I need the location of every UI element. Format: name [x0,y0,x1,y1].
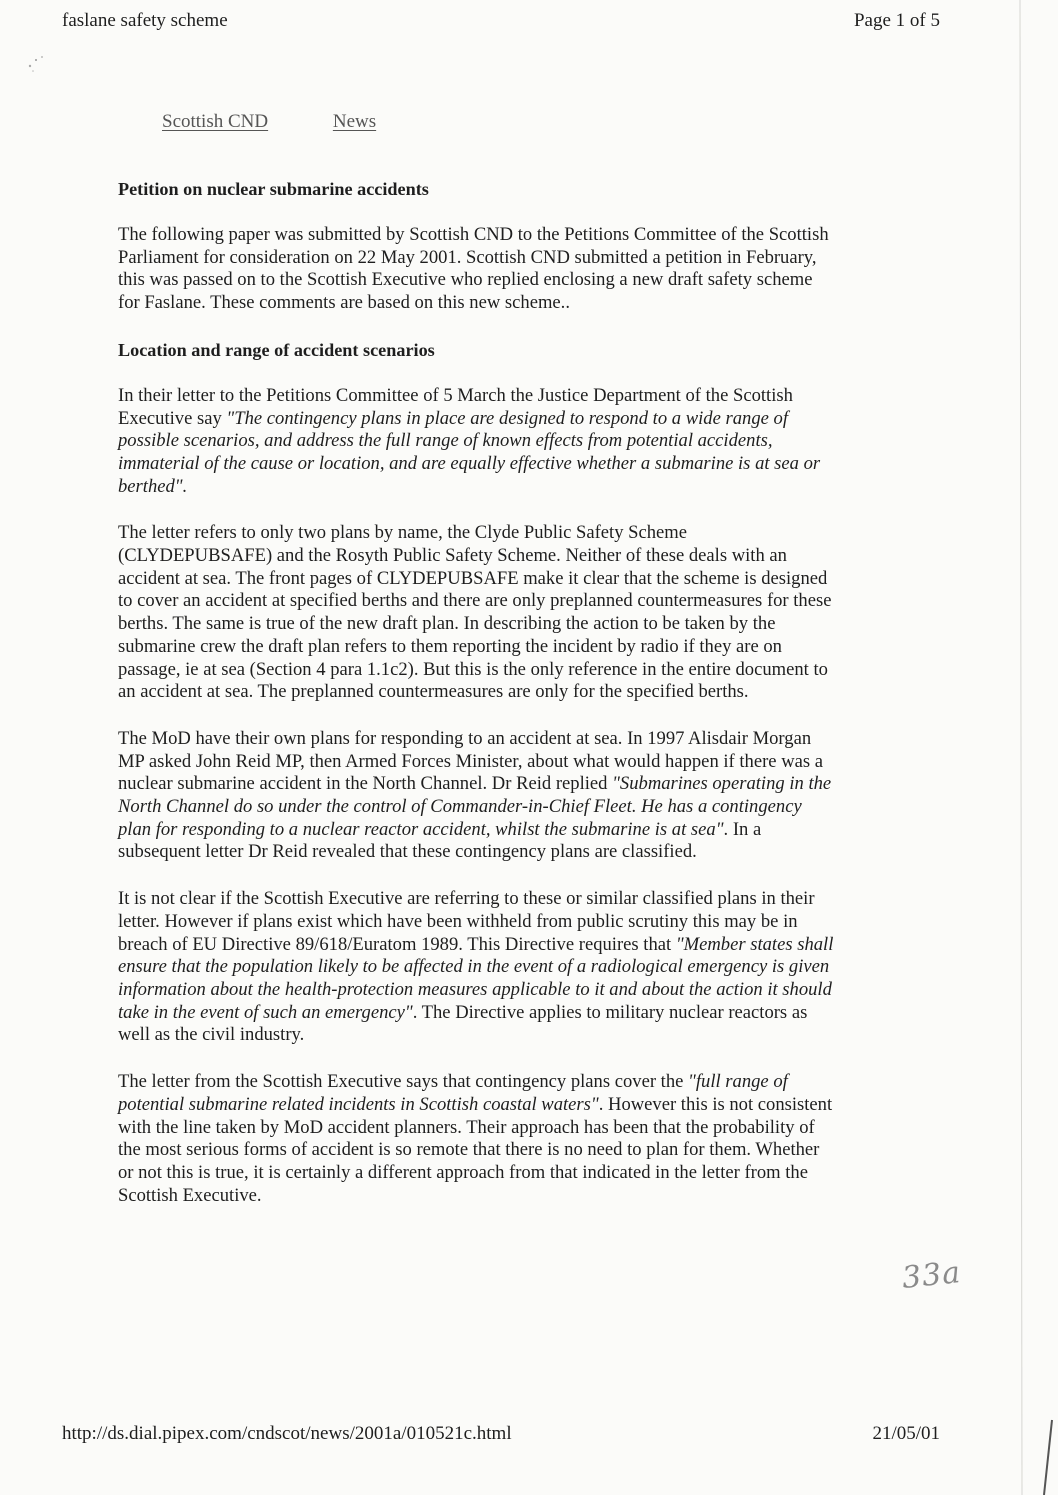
paragraph-justice-letter [118,385,838,499]
document-title: faslane safety scheme [62,10,228,31]
news-link[interactable]: News [332,111,377,132]
handwritten-annotation: 33a [900,1255,963,1296]
source-url: http://ds.dial.pipex.com/cndscot/news/2001a/010521c.html [62,1423,512,1444]
page-number: Page 1 of 5 [853,10,940,31]
paragraph-mod-plans [118,728,838,864]
quote-text: "Submarines operating in the North Channel do so under the control of Commander-in-Chief Fleet. He has a contingency plan for responding to a nuclear reactor accident, whilst the submarine is at sea" [118,773,832,840]
intro-paragraph: The following paper was submitted by Scottish CND to the Petitions Committee of the Scottish Parliament for consideration on 22 May 2001. Scottish CND submitted a petition in February, this was passed on to the Scottish Executive who replied enclosing a new draft safety scheme for Faslane. These comments are based on this new scheme.. [118,224,829,314]
paragraph-text: The letter from the Scottish Executive says that contingency plans cover the [118,1071,689,1093]
scottish-cnd-link[interactable]: Scottish CND [162,111,269,132]
print-date: 21/05/01 [872,1423,940,1444]
breadcrumb-nav [162,111,436,133]
section-heading: Location and range of accident scenarios [118,339,435,360]
article-body [118,178,838,1231]
quote-text: "full range of potential submarine related incidents in Scottish coastal waters" [118,1071,788,1115]
quote-text: "The contingency plans in place are designed to respond to a wide range of possible scenarios, and address the full range of known effects from potential accidents, immaterial of the cause or location, and are equally effective whether a submarine is at sea or berthed". [118,407,821,497]
paragraph-text: It is not clear if the Scottish Executive are referring to these or similar classified plans in their letter. However if plans exist which have been withheld from public scrutiny this may be in breach of EU Directive 89/618/Euratom 1989. This Directive requires that [118,888,815,955]
paragraph-text: . The Directive applies to military nuclear reactors as well as the civil industry. [118,1001,808,1046]
scan-artifact [22,52,52,76]
article-heading: Petition on nuclear submarine accidents [118,179,429,199]
paragraph-eu-directive [118,888,838,1047]
paragraph-text: The MoD have their own plans for responding to an accident at sea. In 1997 Alisdair Morgan MP asked John Reid MP, then Armed Forces Minister, about what would happen if there was a nuclear submarine accident in the North Channel. Dr Reid replied [118,727,824,795]
scan-edge-shadow [1000,0,1058,1495]
paragraph-text: . In a subsequent letter Dr Reid revealed that these contingency plans are classified. [118,818,762,863]
paragraph-coastal-waters [118,1071,838,1207]
paragraph-text: . However this is not consistent with the line taken by MoD accident planners. Their approach has been that the probability of the most serious forms of accident is so remote that there is no need to plan for them. Whether or not this is true, it is certainly a different approach from that indicated in the letter from the Scottish Executive. [118,1093,833,1206]
paragraph-plans-by-name: The letter refers to only two plans by name, the Clyde Public Safety Scheme (CLYDEPUBSAFE) and the Rosyth Public Safety Scheme. Neither of these deals with an accident at sea. The front pages of CLYDEPUBSAFE make it clear that the scheme is designed to cover an accident at specified berths and there are only preplanned countermeasures for these berths. The same is true of the new draft plan. In describing the action to be taken by the submarine crew the draft plan refers to them reporting the incident by radio if they are on passage, ie at sea (Section 4 para 1.1c2). But this is the only reference in the entire document to an accident at sea. The preplanned countermeasures are only for the specified berths. [118,522,832,703]
quote-text: "Member states shall ensure that the population likely to be affected in the event of a radiological emergency is given information about the health-protection measures applicable to it and about the action it should take in the event of such an emergency" [118,933,834,1023]
paragraph-text: In their letter to the Petitions Committee of 5 March the Justice Department of the Scottish Executive say [118,384,793,429]
